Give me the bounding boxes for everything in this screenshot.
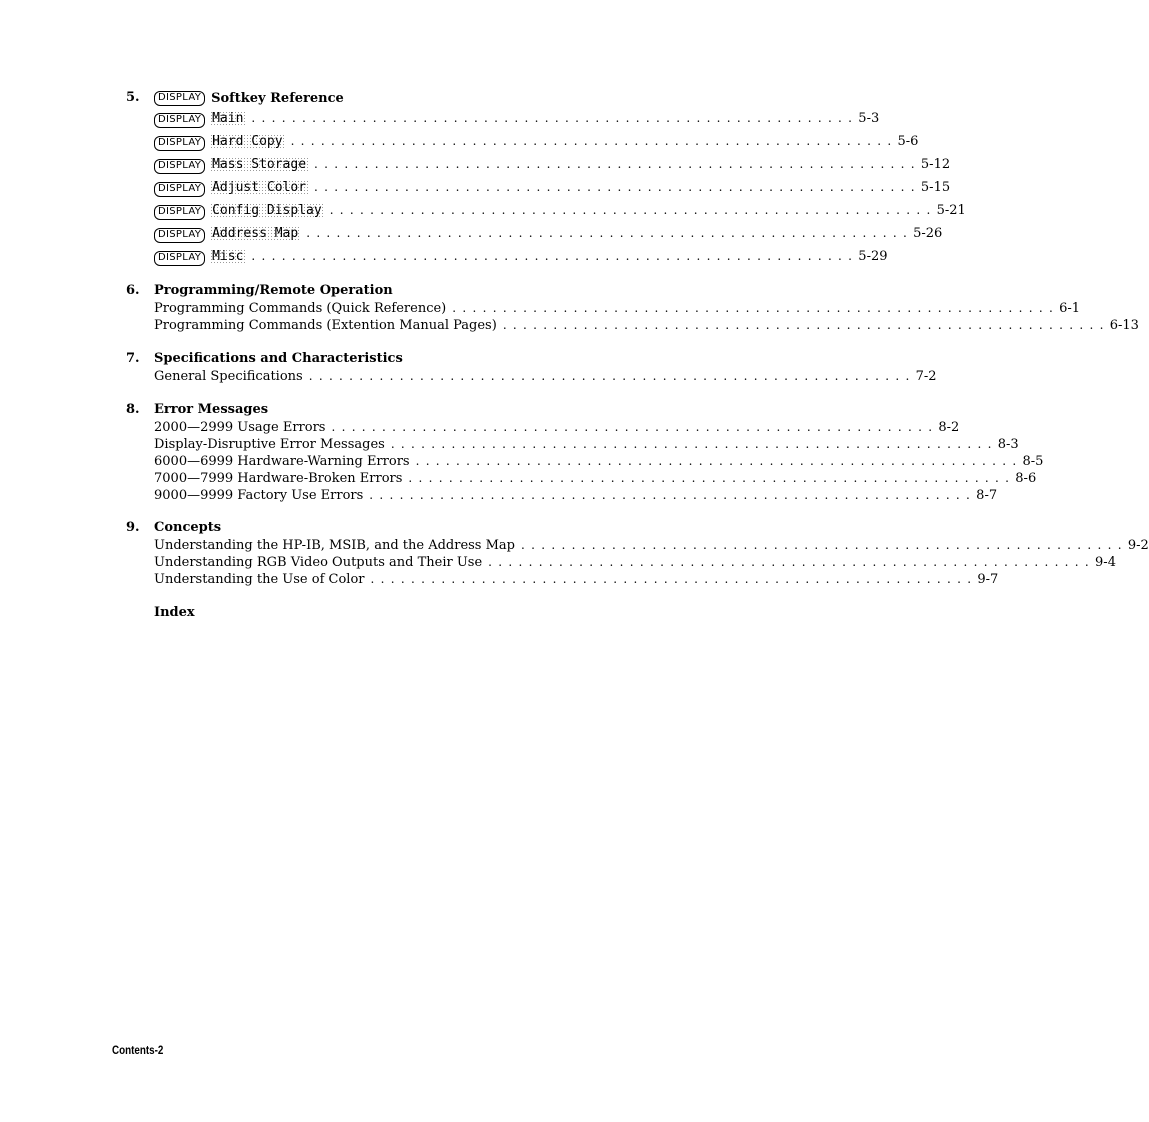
chapter-number: 7. bbox=[126, 351, 140, 366]
entry-label: Display-Disruptive Error Messages bbox=[154, 436, 391, 453]
display-key-icon: DISPLAY bbox=[154, 251, 205, 266]
toc-entry[interactable] bbox=[154, 317, 1139, 334]
entry-label: 6000—6999 Hardware-Warning Errors bbox=[154, 453, 416, 470]
page-number: 5-12 bbox=[920, 157, 951, 172]
toc-entry[interactable] bbox=[154, 436, 1019, 453]
entry-label bbox=[154, 202, 330, 220]
chapter-9 bbox=[126, 519, 1149, 588]
chapter-title: Programming/Remote Operation bbox=[154, 283, 393, 298]
dot-leader: ............................................................ bbox=[251, 249, 859, 263]
softkey-label: Main bbox=[212, 110, 244, 126]
entry-label bbox=[154, 110, 251, 128]
page-footer: Contents-2 bbox=[112, 1043, 164, 1057]
chapter-8 bbox=[126, 401, 1044, 504]
entry-label: General Specifications bbox=[154, 368, 309, 385]
dot-leader: ............................................................ bbox=[290, 134, 898, 148]
entry-label: Programming Commands (Extention Manual Pages) bbox=[154, 317, 503, 334]
entry-label: 7000—7999 Hardware-Broken Errors bbox=[154, 470, 408, 487]
entry-label: Programming Commands (Quick Reference) bbox=[154, 300, 452, 317]
dot-leader: ............................................................ bbox=[502, 318, 1110, 332]
display-key-icon: DISPLAY bbox=[154, 91, 205, 106]
chapter-heading bbox=[126, 519, 756, 537]
page-number: 8-7 bbox=[976, 488, 998, 503]
display-key-icon: DISPLAY bbox=[154, 113, 205, 128]
chapter-number: 8. bbox=[126, 402, 140, 417]
display-key-icon: DISPLAY bbox=[154, 228, 205, 243]
chapter-title-row bbox=[154, 89, 344, 107]
toc-entry[interactable] bbox=[154, 130, 919, 153]
toc-entry[interactable] bbox=[154, 176, 951, 199]
dot-leader: ............................................................ bbox=[251, 111, 859, 125]
page-number: 6-1 bbox=[1059, 301, 1081, 316]
chapter-number: 9. bbox=[126, 520, 140, 535]
display-key-icon: DISPLAY bbox=[154, 159, 205, 174]
dot-leader: ............................................................ bbox=[314, 157, 921, 171]
page-number: 5-21 bbox=[936, 203, 966, 218]
chapter-7 bbox=[126, 350, 937, 385]
dot-leader: ............................................................ bbox=[415, 454, 1023, 468]
display-key-icon: DISPLAY bbox=[154, 136, 205, 151]
entry-label: Understanding the Use of Color bbox=[154, 571, 371, 588]
toc-entry[interactable] bbox=[154, 222, 943, 245]
chapter-heading bbox=[126, 282, 756, 300]
page-number: 9-2 bbox=[1127, 538, 1149, 553]
dot-leader: ............................................................ bbox=[452, 301, 1060, 315]
page-number: 5-26 bbox=[913, 226, 943, 241]
entry-label bbox=[154, 248, 251, 266]
page-number: 5-29 bbox=[858, 249, 888, 264]
display-key-icon: DISPLAY bbox=[154, 205, 205, 220]
chapter-number: 6. bbox=[126, 283, 140, 298]
page-number: 8-2 bbox=[938, 420, 960, 435]
page-number: 8-5 bbox=[1022, 454, 1044, 469]
dot-leader: ............................................................ bbox=[306, 226, 914, 240]
entry-label: Understanding the HP-IB, MSIB, and the Address Map bbox=[154, 537, 521, 554]
toc-entry[interactable] bbox=[154, 419, 960, 436]
toc-entry[interactable] bbox=[154, 554, 1116, 571]
toc-entry[interactable] bbox=[154, 368, 937, 385]
page-number: 9-4 bbox=[1095, 555, 1116, 570]
entry-label: 2000—2999 Usage Errors bbox=[154, 419, 331, 436]
display-key-icon: DISPLAY bbox=[154, 182, 205, 197]
page-number: 5-15 bbox=[920, 180, 951, 195]
chapter-title: Error Messages bbox=[154, 402, 269, 417]
softkey-label: Misc bbox=[212, 248, 244, 264]
chapter-number: 5. bbox=[126, 90, 140, 105]
dot-leader: ............................................................ bbox=[390, 437, 998, 451]
index-heading[interactable]: Index bbox=[154, 605, 195, 620]
chapter-6 bbox=[126, 282, 1139, 334]
chapter-title: Concepts bbox=[154, 520, 222, 535]
entry-label: Understanding RGB Video Outputs and Their Use bbox=[154, 554, 488, 571]
chapter-title: Softkey Reference bbox=[211, 90, 344, 106]
dot-leader: ............................................................ bbox=[369, 488, 977, 502]
page-number: 9-7 bbox=[977, 572, 999, 587]
toc-entry[interactable] bbox=[154, 453, 1044, 470]
chapter-heading bbox=[126, 350, 756, 368]
chapter-title: Specifications and Characteristics bbox=[154, 351, 403, 366]
chapter-5 bbox=[126, 89, 966, 268]
chapter-heading bbox=[126, 89, 756, 107]
toc-entry[interactable] bbox=[154, 245, 888, 268]
softkey-label: Config Display bbox=[212, 202, 322, 218]
dot-leader: ............................................................ bbox=[314, 180, 921, 194]
dot-leader: ............................................................ bbox=[331, 420, 939, 434]
softkey-label: Hard Copy bbox=[212, 133, 283, 149]
entry-label bbox=[154, 156, 314, 174]
entry-label: 9000—9999 Factory Use Errors bbox=[154, 487, 369, 504]
chapter-heading bbox=[126, 401, 756, 419]
dot-leader: ............................................................ bbox=[488, 555, 1096, 569]
toc-entry[interactable] bbox=[154, 199, 966, 222]
page-number: 8-6 bbox=[1015, 471, 1037, 486]
dot-leader: ............................................................ bbox=[408, 471, 1016, 485]
toc-entry[interactable] bbox=[154, 300, 1081, 317]
dot-leader: ............................................................ bbox=[308, 369, 916, 383]
page-number: 8-3 bbox=[997, 437, 1019, 452]
page-number: 6-13 bbox=[1109, 318, 1139, 333]
toc-entry[interactable] bbox=[154, 537, 1149, 554]
page-number: 5-6 bbox=[897, 134, 919, 149]
dot-leader: ............................................................ bbox=[370, 572, 978, 586]
toc-entry[interactable] bbox=[154, 153, 951, 176]
entry-label bbox=[154, 133, 291, 151]
entry-label bbox=[154, 179, 314, 197]
dot-leader: ............................................................ bbox=[521, 538, 1128, 552]
toc-entry[interactable] bbox=[154, 571, 999, 588]
toc-entry[interactable] bbox=[154, 487, 998, 504]
softkey-label: Adjust Color bbox=[212, 179, 307, 195]
softkey-label: Address Map bbox=[212, 225, 299, 241]
toc-entry[interactable] bbox=[154, 107, 880, 130]
toc-entry[interactable] bbox=[154, 470, 1037, 487]
page-number: 7-2 bbox=[915, 369, 937, 384]
dot-leader: ............................................................ bbox=[329, 203, 937, 217]
softkey-label: Mass Storage bbox=[212, 156, 307, 172]
page-number: 5-3 bbox=[858, 111, 880, 126]
entry-label bbox=[154, 225, 306, 243]
